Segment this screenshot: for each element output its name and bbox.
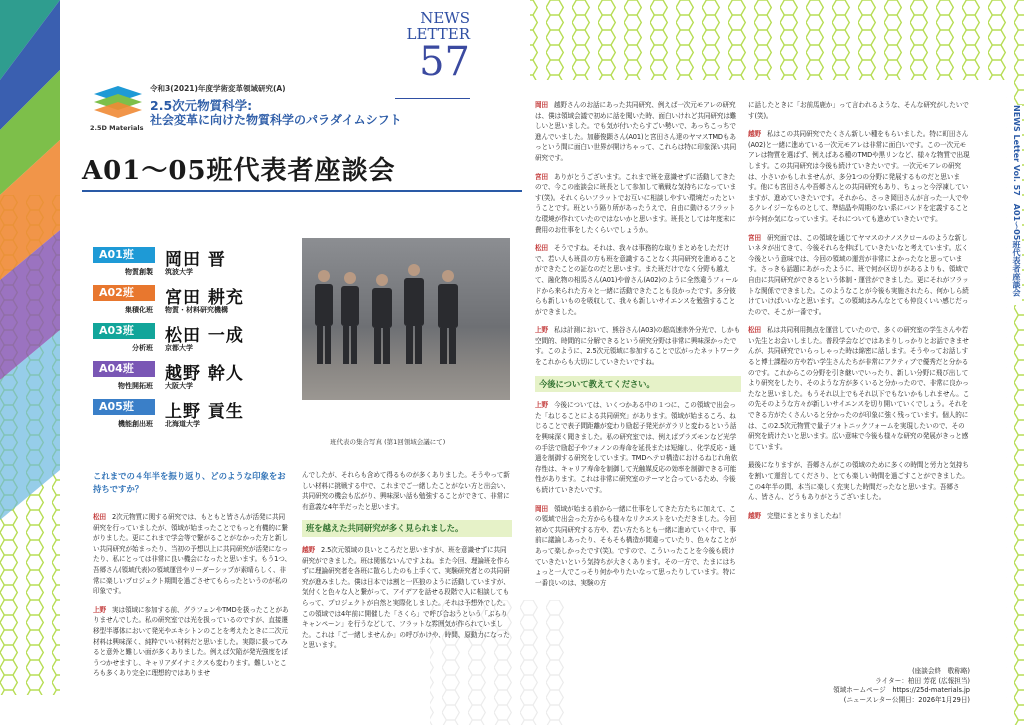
remark — [535, 243, 741, 317]
remark-text: んでしたが、それらも含めて得るものが多くありました。そうやって新しい材料に挑戦する中で、これまでご一緒したことがない方と出会い、共同研究の機会も広がり、興味深い話も勉強することができて、非常に有意義な4年半だったと思います。 — [302, 471, 510, 511]
remark-text: そうですね。それは、我々は事務的な取りまとめをしただけで、若い人も班員の方も班を意識することなく共同研究を進めることができたことの証なのだと思います。また班だけでなく分野も越えて、融化物の相馬さん(A01)や曽さん(A02)のように全然違うフィールドから来られた方々と一緒に活動できたことも良かったです。多分彼らも新しいものを吸収して、我々も新しいサイエンスを勉強することができました。 — [535, 244, 739, 316]
remark — [535, 100, 741, 164]
credits-published: (ニュースレター公開日：2026年1月29日) — [843, 695, 970, 704]
logo-text: 2.5D Materials — [90, 124, 144, 132]
remark-text: 最後になりますが、吾郷さんがこの領域のために多くの時間と労力と気持ちを割いて運営してくださり、とても楽しい時間を過ごすことができました。この4年半の間、本当に楽しく充実した時間だったなと思います。吾郷さん、皆さん、どうもありがとうございました。 — [748, 461, 969, 502]
remark-text: 領域が始まる前から一緒に仕事をしてきた方たちに加えて、この領域で出会った方からも様々なリクエストをいただきました。今回初めて共同研究する方や、若い方たちとも一緒に進めていく中で、事前に議論しあったり、そもそも構造が間違っていたり、色々なことがあって楽しかったです(笑)。ですので、こういったことを今後も続けていきたいという気持ちが大きくあります。その一方で、たまにはちょっと一人でこっそり何かやりたいなって思ったりしています。特に一番良いのは、実験の方 — [535, 504, 737, 587]
remark — [535, 504, 741, 589]
member-affiliation: 筑波大学 — [165, 268, 193, 276]
member-team: A05班 — [93, 399, 155, 415]
remark — [93, 512, 291, 597]
speaker: 岡田 — [535, 101, 548, 109]
remark-text: 今後については、いくつかある中の１つに、この領域で出会った「ねじることによる共同研究」があります。領域が始まるころ、ねじることで表子間距離が変わり励起子発光がガラリと変わるという話を興味深く聞きました。私の研究室では、例えばプラズモンなど光学の手法で励起子やフォノンの寿命を延長または短縮し、化学反応・通過を制御する研究をしています。TMDヘテロ構造におけるねじれ角依存性は、キャリア寿命を制御して光触媒反応の効率を制御できる可能性があります。これは非常に研究室のテーマと合っているため、今後も続けていきたいです。 — [535, 401, 738, 494]
heading-3: 今後について教えてください。 — [535, 376, 741, 393]
title-underline — [82, 190, 522, 192]
member-a03 — [93, 323, 293, 361]
speaker: 松田 — [748, 326, 761, 335]
member-role: 分析班 — [132, 344, 153, 352]
credits — [770, 667, 970, 705]
newsletter-line2: LETTER — [406, 25, 470, 43]
member-a01 — [93, 247, 293, 285]
remark-text: 越野さんのお話にあった共同研究、例えば一次元モアレの研究は、僕は領域会議で初めに話を聞いた時、面白いけれど共同研究は難しいと思いました。でも気が付いたらすごい勢いで、あっちこっちで進んでいました。加藤俊顕さん(A01)と宮田さん達のヤマスTMDもあっという間に面白い世界が開けちゃって、これらは特に印象深い共同研究です。 — [535, 101, 737, 162]
badge-divider — [395, 98, 470, 99]
question-1: これまでの４年半を振り返り、どのような印象をお持ちですか？ — [93, 471, 286, 494]
remark-text: 2.5次元領域の良いところだと思いますが、班を意識せずに共同研究ができました。班は関係ないんですよね。また今回、理論班を作らずに理論研究者を各班に散らしたのも上手くて、実験研究者との共同研究が進みました。僕は日本では割と一匹狼のように活動していますが、気付くと色々な人と繋がって、アイデアを話せる段階で人に相談してもらって、プロジェクトが自然と実際化しました。それは予想外でした。この領域では4年前に開催した「さくら」で呼び合おうという「ぶらりキャンペーン」を行うなどして、フラットな雰囲気が作られていました。これは「ご一緒しませんか」の呼びかけや、時間、原動力になったと思います。 — [302, 545, 510, 650]
remark-text: 実は領域に参加する前、グラフェンやTMDを扱ったことがありませんでした。私の研究室では光を扱っているのですが、直接遷移型半導体において発光やエキシトンのことを考えたときに二次元材料は興味深く、純粋でいい材料だと思いました。実際に扱ってみると意外と難しい面が多くありました。例えば欠陥が発光強度をぼうつかせますし、キャリアダイナミクスも変わります。難しいところも多くあり完全に理想的ではありませ — [93, 605, 289, 678]
remark-text: 私は共同利用拠点を運営していたので、多くの研究室の学生さんや若い先生とお会いしました。普段学会などではあまりしっかりとお話できませんが、共同研究でいらっしゃった時は綿密に話します。そうやってお話しすると博士課程の方や若い学生さんたちが非常にアクティブで優秀だと分かるのです。これからこの分野を引き継いでいったり、新しい分野に飛び出してより研究をしたり、そのような方が多くいると分かったので、非常に良かったなと思いました。もうそれ以上でもそれ以下でもないかもしれません。この先そのような方々が新しいサイエンスを切り開いていくでしょう。それをできる方がたくさんいると分かったのが印象に強く残っています。個人的には、この2.5次元物質で量子フォトニックフォームを実現したいので、その研究を続けたいと思います。広い意味で今後も様々な研究の発展がきっと感じています。 — [748, 326, 970, 451]
newsletter-badge — [360, 9, 470, 85]
column-3 — [535, 100, 741, 596]
member-name: 岡田 晋 — [165, 250, 226, 270]
column-1 — [93, 512, 291, 687]
project-title-1: 2.5次元物質科学: — [150, 98, 253, 113]
remark — [748, 511, 970, 522]
remark — [748, 100, 970, 121]
remark-text: 2次元物質に関する研究では、もともと皆さんが活発に共同研究を行っていましたが、領域が始まったことでもっと有機的に繋がりました。更にこれまで学会等で繋がることがなかった方と新しい共同研究が始まったり、当初の予想以上に共同研究が活発になったり、私にとっては非常に良い機会になったと思います。もう1つ、吾郷さん(領域代表)の領域運営やリーダーシップが素晴らしく、非常に楽しいプロジェクト期間を過ごさせてもらったというのが私の印象です。 — [93, 513, 291, 596]
remark — [748, 129, 970, 224]
member-name: 上野 貢生 — [165, 402, 244, 422]
column-4 — [748, 100, 970, 529]
remark-text: 完璧にまとまりましたね！ — [767, 511, 845, 520]
speaker: 越野 — [748, 511, 761, 520]
member-affiliation: 京都大学 — [165, 344, 193, 352]
remark — [535, 400, 741, 495]
speaker: 越野 — [748, 130, 761, 139]
remark — [748, 233, 970, 318]
credits-writer: ライター：柏田 芳花 (広報担当) — [875, 676, 970, 685]
member-affiliation: 大阪大学 — [165, 382, 193, 390]
member-role: 物性開拓班 — [118, 382, 153, 390]
speaker: 越野 — [302, 545, 315, 554]
member-a05 — [93, 399, 293, 437]
remark-text: 私はこの共同研究でたくさん新しい種をもらいました。特に町田さん(A02)と一緒に進めている一次元モアレは非常に面白いです。この一次元モアレは物質を選ばず、例えばある種のTMDや黒リンなど、様々な物質で出現します。この共同研究は今後も続けていきたいです。一次元モアレの研究は、小さいかもしれませんが、多分1つの分野に発展するものだと思います。他にも宮田さんや吾郷さんとの共同研究もあり、ちょっと今浮凍していますが、進めていきたいです。それから、さっき岡田さんが言った一人でやるクレイジーなものとして、準結晶や周期のない系にバンドを定義することが今何か気になっています。それについても進めていきたいです。 — [748, 130, 970, 223]
speaker: 岡田 — [535, 504, 548, 513]
speaker: 上野 — [535, 401, 548, 410]
member-team: A01班 — [93, 247, 155, 263]
grant-label: 令和3(2021)年度学術変革領域研究(A) — [150, 84, 286, 93]
member-affiliation: 物質・材料研究機構 — [165, 306, 228, 314]
remark-text: 私は計測において、熊谷さん(A03)の超高速赤外分光で、しかも空間的、時間的に分解できるという研究分野は非常に興味深かったです。このように、2.5次元領域に参加することで広がったネットワークをこれからも大切にしていきたいですね。 — [535, 326, 741, 367]
remark — [748, 325, 970, 452]
member-affiliation: 北海道大学 — [165, 420, 200, 428]
photo-caption: 班代表の集合写真 (第1回領域会議にて) — [330, 438, 446, 446]
member-role: 物質創製 — [125, 268, 153, 276]
speaker: 宮田 — [535, 172, 548, 181]
remark — [535, 325, 741, 367]
newsletter-number: 57 — [419, 39, 470, 85]
people-silhouettes — [302, 238, 510, 400]
newsletter-line1: NEWS — [420, 9, 470, 27]
member-team: A02班 — [93, 285, 155, 301]
members-list — [93, 247, 293, 437]
project-logo-icon — [90, 84, 146, 122]
speaker: 松田 — [93, 513, 106, 521]
remark-text: に話したときに「お前馬鹿か」って言われるような、そんな研究がしたいです(笑)。 — [748, 101, 969, 120]
group-photo — [302, 238, 510, 400]
remark — [302, 470, 512, 512]
remark — [302, 545, 512, 651]
article-title: A01～05班代表者座談会 — [82, 156, 396, 186]
speaker: 上野 — [93, 605, 106, 614]
remark-text: ありがとうございます。これまで班を意識せずに活動してきたので、今この座談会に班長として参加して戦戦な気持ちになっています(笑)。それくらいフラットでお互いに相談しやすい環境だったということです。班という隔り所があったうえで、自由に動けるフラットな環境が作れていたのではないかと思います。班長としては年度末に費用のお仕事をしたくらいでしょうか。 — [535, 172, 737, 234]
speaker: 上野 — [535, 326, 548, 335]
member-name: 宮田 耕充 — [165, 288, 244, 308]
project-title-2: 社会変革に向けた物質科学のパラダイムシフト — [150, 113, 402, 127]
member-name: 越野 幹人 — [165, 364, 244, 384]
column-2 — [302, 470, 512, 659]
speaker: 宮田 — [748, 233, 761, 242]
member-team: A04班 — [93, 361, 155, 377]
remark — [93, 605, 291, 679]
remark-text: 研究面では、この領域を通じてヤマスのナノスクロールのような新しいネタが出てきて、今後それらを伸ばしていきたいなと考えています。広く今後という意味では、今回の領域の運営が非常によかったなと思っています。さっきも話題にあがったように、班で何か区切りがあるよりも、領域で自由に共同研究ができるという体制・運営ができました。更にそれがフラットな関係でできました。このようなことが今後も実施されたら、何かしら続けていけばいいなと思います。この領域はみんなとても仲良くいい感じだったので、そこが一番です。 — [748, 233, 969, 316]
remark — [748, 460, 970, 502]
member-a02 — [93, 285, 293, 323]
remark — [535, 172, 741, 236]
member-role: 機能創出班 — [118, 420, 153, 428]
heading-2: 班を越えた共同研究が多く見られました。 — [302, 520, 512, 537]
member-role: 集積化班 — [125, 306, 153, 314]
member-team: A03班 — [93, 323, 155, 339]
credits-tag: (座談会終 敬称略) — [912, 667, 970, 675]
member-name: 松田 一成 — [165, 326, 244, 346]
credits-homepage: 領域ホームページ https://25d-materials.jp — [833, 686, 970, 694]
member-a04 — [93, 361, 293, 399]
speaker: 松田 — [535, 244, 548, 253]
sidebar-vertical-text: NEWS Letter Vol. 57 A01～05班代表者座談会 — [1008, 105, 1022, 305]
